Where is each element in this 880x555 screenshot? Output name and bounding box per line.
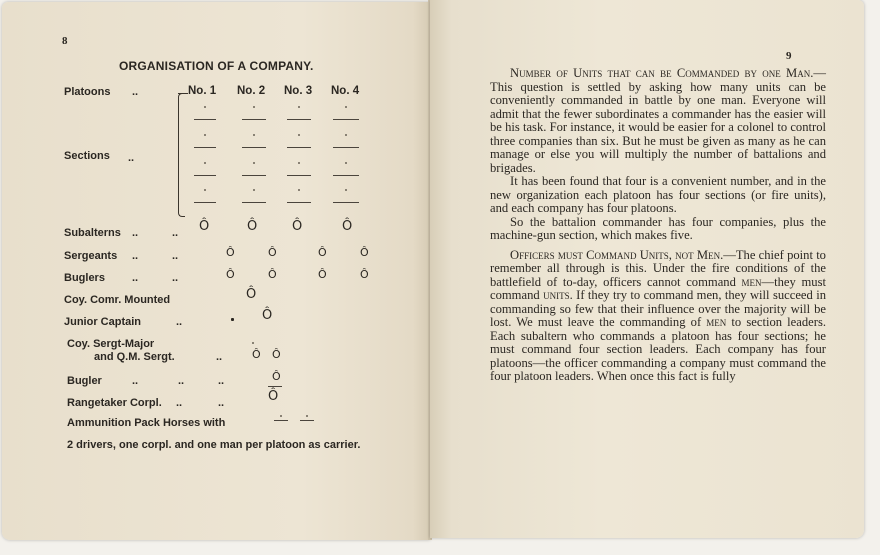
coy-comr-symbol: Ô xyxy=(246,287,257,302)
subaltern-symbol: Ô xyxy=(342,219,353,234)
platoon-header-3: No. 3 xyxy=(284,85,313,97)
ammunition-label: Ammunition Pack Horses with xyxy=(67,417,226,429)
coy-comr-label: Coy. Comr. Mounted xyxy=(64,294,171,306)
emphasis-men: men xyxy=(741,274,762,289)
rangetaker-dots: .. xyxy=(176,397,183,409)
junior-captain-label: Junior Captain xyxy=(64,316,142,328)
paragraph-battalion: So the battalion commander has four companies, plus the machine-gun section, which makes five. xyxy=(490,214,826,242)
sergeant-symbol: Ô xyxy=(226,246,235,259)
subalterns-label: Subalterns xyxy=(64,227,121,239)
page-number-left: 8 xyxy=(62,35,68,47)
paragraph-heading: Number of Units that can be Commanded by one Man. xyxy=(510,66,814,80)
paragraph-text: —The chief point to remember all through is this. Under the fire conditions of the battlefield of to-day, officers cannot command xyxy=(490,247,826,289)
company-bugler-symbol: Ô xyxy=(272,370,281,383)
junior-captain-symbol: Ô xyxy=(262,308,273,323)
rangetaker-symbol: Ô xyxy=(268,389,279,404)
subaltern-symbol: Ô xyxy=(292,219,303,234)
junior-captain-dots: .. xyxy=(176,316,183,328)
subaltern-symbol: Ô xyxy=(247,219,258,234)
bugler-label: Bugler xyxy=(67,375,102,387)
bugler-symbol: Ô xyxy=(268,268,277,281)
paragraph-text: to section leaders. Each subaltern who commands a platoon has four sections; he must command four section leaders. Each company has four platoons—the officer commanding a company must command the four platoon leaders. When once this fact is fully xyxy=(490,315,826,383)
subalterns-dots: .. xyxy=(132,227,139,239)
paragraph-heading: Officers must Command Units, not Men. xyxy=(510,247,724,262)
rangetaker-label: Rangetaker Corpl. xyxy=(67,397,162,409)
drivers-line: 2 drivers, one corpl. and one man per platoon as carrier. xyxy=(67,439,361,451)
paragraph-four: It has been found that four is a convenient number, and in the new organization each platoon has four sections (or fire units), and each company has four platoons. xyxy=(490,174,826,215)
subalterns-dots-2: .. xyxy=(172,227,179,239)
sergeant-symbol: Ô xyxy=(268,246,277,259)
sergeants-label: Sergeants xyxy=(64,250,118,262)
qm-sergt-symbol: Ô xyxy=(272,348,281,361)
bugler-symbol: Ô xyxy=(226,268,235,281)
buglers-label: Buglers xyxy=(64,272,105,284)
coy-sergt-major-label: Coy. Sergt-Major xyxy=(67,338,155,350)
qm-sergt-dots: .. xyxy=(216,351,223,363)
platoon-header-1: No. 1 xyxy=(188,85,217,97)
bugler-dots-3: .. xyxy=(218,375,225,387)
platoons-label: Platoons xyxy=(64,86,111,98)
qm-sergt-label: and Q.M. Sergt. xyxy=(94,351,175,363)
bugler-symbol: Ô xyxy=(360,268,369,281)
sections-dots: .. xyxy=(128,152,135,164)
page-title: ORGANISATION OF A COMPANY. xyxy=(119,59,314,73)
paragraph-units xyxy=(490,67,826,175)
sections-bracket xyxy=(178,93,185,217)
sergeant-symbol: Ô xyxy=(318,246,327,259)
rangetaker-dots-2: .. xyxy=(218,397,225,409)
sergt-major-symbol: Ô xyxy=(252,348,261,361)
emphasis-units: units xyxy=(543,288,570,302)
sergeants-dots-2: .. xyxy=(172,250,179,262)
paragraph-text: —This question is settled by asking how many units can be conveniently commanded in battle by one man. Everyone will admit that the fewer subordinates a commander has the easier will be his task. For instance, it would be easier for a colonel to control three companies than six. But he must be given as many as he can manage or else you will multiply the number of battalions and brigades. xyxy=(490,66,826,175)
paragraph-officers xyxy=(490,249,826,384)
paragraph-text: . If they try to command men, they will succeed in commanding so few that their influence over the majority will be lost. We must leave the commanding of xyxy=(490,288,827,329)
bugler-symbol: Ô xyxy=(318,268,327,281)
platoon-header-4: No. 4 xyxy=(331,85,360,97)
buglers-dots-2: .. xyxy=(172,272,179,284)
paragraph-text: —they must command xyxy=(490,274,826,302)
sergeant-symbol: Ô xyxy=(360,246,369,259)
platoons-dots: .. xyxy=(132,86,139,98)
body-text xyxy=(490,67,826,384)
left-page xyxy=(2,2,430,540)
right-page xyxy=(430,0,864,538)
bugler-dots-2: .. xyxy=(178,375,185,387)
bugler-dots: .. xyxy=(132,375,139,387)
sections-label: Sections xyxy=(64,150,110,162)
emphasis-men: men xyxy=(706,315,727,329)
buglers-dots: .. xyxy=(132,272,139,284)
page-number-right: 9 xyxy=(786,50,792,62)
subaltern-symbol: Ô xyxy=(199,219,210,234)
sergeants-dots: .. xyxy=(132,250,139,262)
platoon-header-2: No. 2 xyxy=(237,85,266,97)
